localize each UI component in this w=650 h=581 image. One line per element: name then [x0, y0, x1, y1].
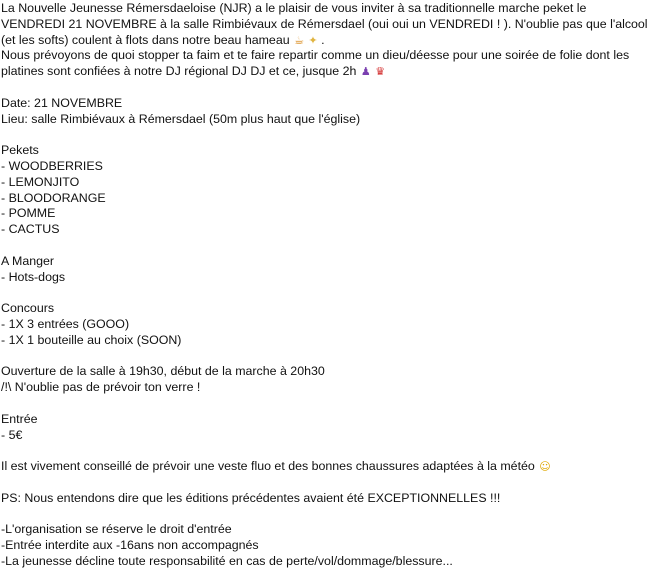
- conseil-text: Il est vivement conseillé de prévoir une veste fluo et des bonnes chaussures adaptées à la météo: [1, 459, 535, 474]
- event-post: [1, 1, 647, 570]
- ps-line: PS: Nous entendons dire que les éditions précédentes avaient été EXCEPTIONNELLES !!!: [1, 490, 501, 505]
- concours-title: Concours: [1, 301, 55, 316]
- conseil-line: [1, 459, 647, 475]
- woman-dancing-icon: ♛: [375, 65, 386, 79]
- entree-price: - 5€: [1, 427, 23, 442]
- entree-title: Entrée: [1, 411, 38, 426]
- verre-warning: /!\ N'oublie pas de prévoir ton verre !: [1, 380, 201, 395]
- intro-line-2: VENDREDI 21 NOVEMBRE à la salle Rimbiévaux de Rémersdael (oui oui un VENDREDI ! ). N'oublie pas que l'alcool: [1, 16, 648, 31]
- manger-title: A Manger: [1, 253, 55, 268]
- list-item: - 1X 1 bouteille au choix (SOON): [1, 332, 182, 347]
- list-item: - LEMONJITO: [1, 174, 80, 189]
- pekets-title: Pekets: [1, 143, 39, 158]
- intro-line-4: Nous prévoyons de quoi stopper ta faim et te faire repartir comme un dieu/déesse pour une soirée de folie dont les: [1, 48, 630, 63]
- list-item: - BLOODORANGE: [1, 190, 106, 205]
- rule-item: -L'organisation se réserve le droit d'entrée: [1, 522, 232, 537]
- intro-line-5-text: platines sont confiées à notre DJ régional DJ DJ et ce, jusque 2h: [1, 64, 357, 79]
- winking-face-icon: ☺: [539, 460, 551, 474]
- man-dancing-icon: ♟: [360, 65, 371, 79]
- rule-item: -La jeunesse décline toute responsabilité en cas de perte/vol/dommage/blessure...: [1, 553, 453, 568]
- list-item: - WOODBERRIES: [1, 158, 103, 173]
- list-item: - Hots-dogs: [1, 269, 66, 284]
- list-item: - CACTUS: [1, 222, 60, 237]
- intro-line-3-end: .: [321, 32, 325, 47]
- intro-line-1: La Nouvelle Jeunesse Rémersdaeloise (NJR) a le plaisir de vous inviter à sa traditionnelle marche peket le: [1, 1, 587, 15]
- ouverture-line: Ouverture de la salle à 19h30, début de la marche à 20h30: [1, 364, 325, 379]
- list-item: - POMME: [1, 206, 56, 221]
- list-item: - 1X 3 entrées (GOOO): [1, 316, 130, 331]
- beer-mugs-icon: ☕: [294, 33, 304, 47]
- intro-line-5: [1, 64, 647, 80]
- info-lieu: Lieu: salle Rimbiévaux à Rémersdael (50m plus haut que l'église): [1, 111, 361, 126]
- intro-line-3: [1, 33, 647, 49]
- clinking-glasses-icon: ✦: [308, 33, 318, 47]
- rule-item: -Entrée interdite aux -16ans non accompagnés: [1, 538, 259, 553]
- intro-line-3-text: (et les softs) coulent à flots dans notre beau hameau: [1, 32, 290, 47]
- info-date: Date: 21 NOVEMBRE: [1, 95, 123, 110]
